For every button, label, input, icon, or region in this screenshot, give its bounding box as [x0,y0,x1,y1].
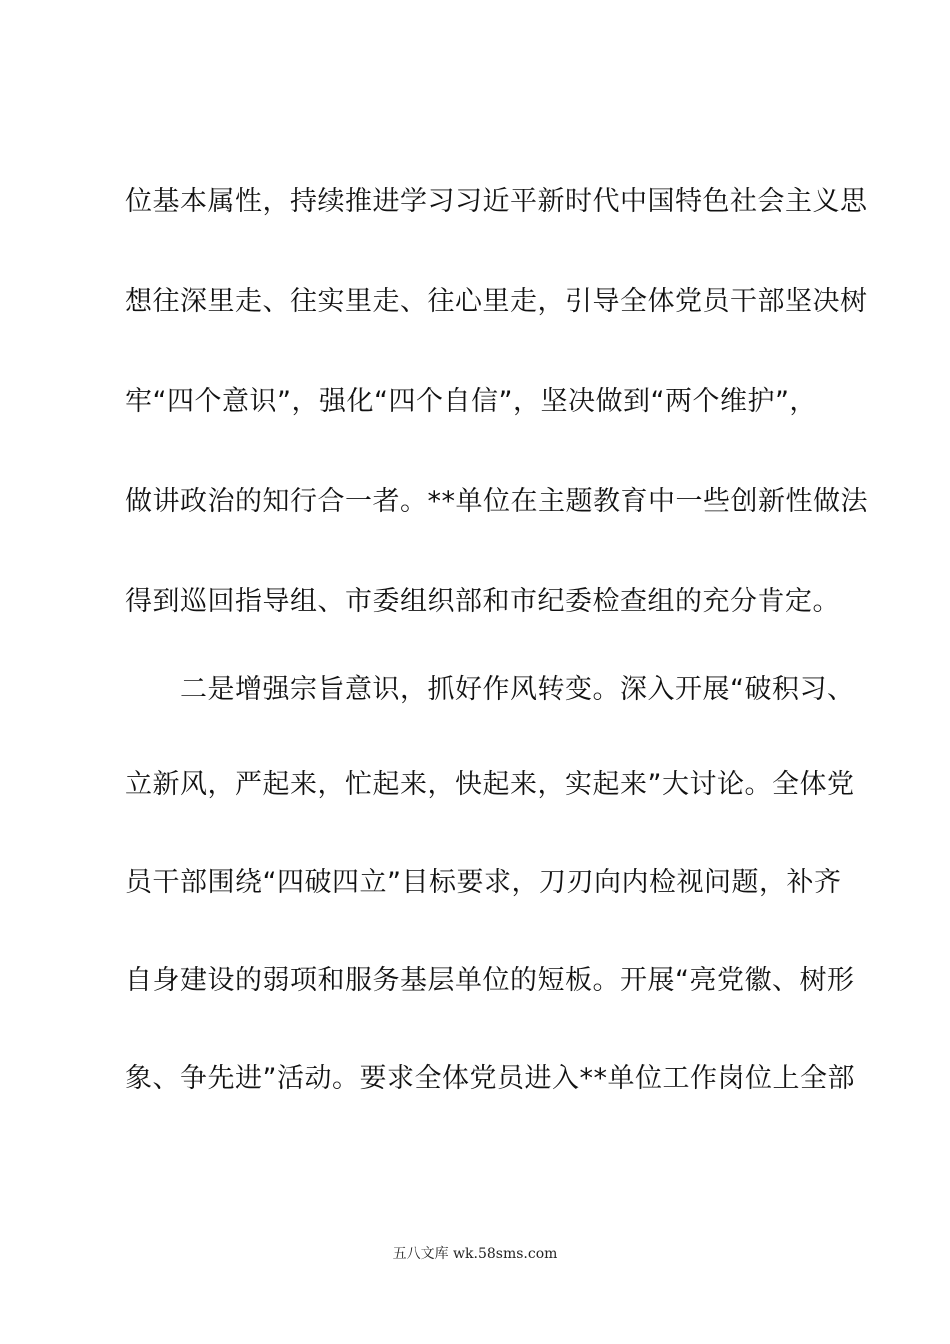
text-line: 立新风，严起来，忙起来，快起来，实起来”大讨论。全体党 [125,769,855,800]
text-line: 想往深里走、往实里走、往心里走，引导全体党员干部坚决树 [125,286,868,317]
text-line: 牢“四个意识”，强化“四个自信”，坚决做到“两个维护”， [125,386,817,417]
paragraph-first-line: 二是增强宗旨意识，抓好作风转变。深入开展“破积习、 [180,674,855,705]
text-line: 做讲政治的知行合一者。**单位在主题教育中一些创新性做法 [125,486,868,517]
text-line: 位基本属性，持续推进学习习近平新时代中国特色社会主义思 [125,186,868,217]
footer-watermark: 五八文库 wk.58sms.com [392,1246,558,1262]
text-line: 象、争先进”活动。要求全体党员进入**单位工作岗位上全部 [125,1063,855,1094]
text-line: 得到巡回指导组、市委组织部和市纪委检查组的充分肯定。 [125,586,840,617]
text-line: 员干部围绕“四破四立”目标要求，刀刃向内检视问题，补齐 [125,867,842,898]
text-line: 自身建设的弱项和服务基层单位的短板。开展“亮党徽、树形 [125,965,855,996]
